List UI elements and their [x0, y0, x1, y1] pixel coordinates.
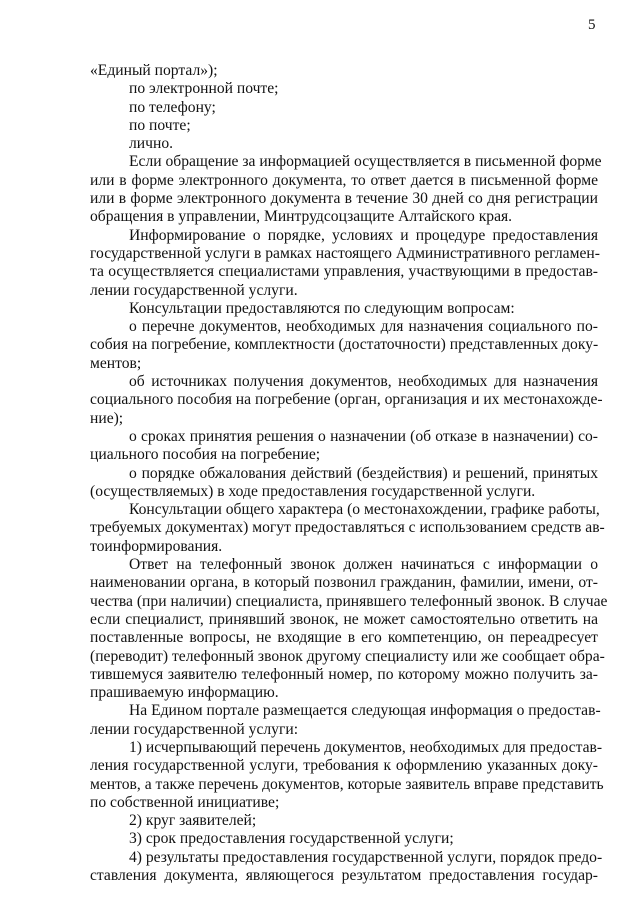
text-line: ментов, а также перечень документов, которые заявитель вправе представить	[90, 775, 604, 793]
text-line: Консультации предоставляются по следующим вопросам:	[129, 299, 515, 317]
text-line: по почте;	[129, 116, 191, 134]
text-line: собия на погребение, комплектности (достаточности) представленных доку-	[90, 336, 599, 354]
text-line: тоинформирования.	[90, 537, 223, 555]
text-line: ставления документа, являющегося результатом предоставления государ-	[90, 867, 598, 885]
text-line: (осуществляемых) в ходе предоставления государственной услуги.	[90, 482, 536, 500]
text-line: лично.	[129, 135, 174, 153]
text-line: государственной услуги в рамках настоящего Административного регламен-	[90, 244, 600, 262]
text-line: по собственной инициативе;	[90, 793, 280, 811]
text-line: обращения в управлении, Минтрудсоцзащите Алтайского края.	[90, 208, 513, 226]
text-line: по телефону;	[129, 98, 216, 116]
text-line: лении государственной услуги:	[90, 720, 299, 738]
text-line: наименовании органа, в который позвонил гражданин, фамилии, имени, от-	[90, 574, 598, 592]
text-line: ние);	[90, 409, 124, 427]
document-body	[90, 62, 608, 885]
text-line: об источниках получения документов, необходимых для назначения	[129, 373, 598, 391]
text-line: Если обращение за информацией осуществляется в письменной форме	[129, 153, 602, 171]
text-line: по электронной почте;	[129, 80, 279, 98]
text-line: о перечне документов, необходимых для назначения социального по-	[129, 318, 598, 336]
text-line: если специалист, принявший звонок, не может самостоятельно ответить на	[90, 610, 598, 628]
text-line: о сроках принятия решения о назначении (об отказе в назначении) со-	[129, 427, 598, 445]
text-line: 4) результаты предоставления государственной услуги, порядок предо-	[129, 848, 603, 866]
text-line: о порядке обжалования действий (бездействия) и решений, принятых	[129, 464, 598, 482]
text-line: тившемуся заявителю телефонный номер, по которому можно получить за-	[90, 665, 598, 683]
text-line: лении государственной услуги.	[90, 281, 298, 299]
text-line: поставленные вопросы, не входящие в его компетенцию, он переадресует	[90, 629, 598, 647]
text-line: На Едином портале размещается следующая информация о предостав-	[129, 702, 601, 720]
text-line: Консультации общего характера (о местонахождении, графике работы,	[129, 501, 600, 519]
text-line: 3) срок предоставления государственной услуги;	[129, 830, 454, 848]
text-line: чества (при наличии) специалиста, принявшего телефонный звонок. В случае	[90, 592, 608, 610]
text-line: 2) круг заявителей;	[129, 812, 257, 830]
text-line: Информирование о порядке, условиях и процедуре предоставления	[129, 226, 598, 244]
text-line: ментов;	[90, 354, 142, 372]
text-line: «Единый портал»);	[90, 62, 218, 79]
text-line: циального пособия на погребение;	[90, 446, 321, 464]
text-line: или в форме электронного документа в течение 30 дней со дня регистрации	[90, 190, 598, 208]
text-line: (переводит) телефонный звонок другому специалисту или же сообщает обра-	[90, 647, 605, 665]
text-line: ления государственной услуги, требования к оформлению указанных доку-	[90, 757, 598, 775]
text-line: социального пособия на погребение (орган, организация и их местонахожде-	[90, 391, 603, 409]
text-line: требуемых документах) могут предоставляться с использованием средств ав-	[90, 519, 605, 537]
text-line: 1) исчерпывающий перечень документов, необходимых для предостав-	[129, 738, 603, 756]
text-line: прашиваемую информацию.	[90, 684, 279, 702]
page-number: 5	[588, 17, 596, 33]
text-line: или в форме электронного документа, то ответ дается в письменной форме	[90, 171, 598, 189]
text-line: Ответ на телефонный звонок должен начинаться с информации о	[129, 556, 598, 574]
text-line: та осуществляется специалистами управления, участвующими в предостав-	[90, 263, 598, 281]
